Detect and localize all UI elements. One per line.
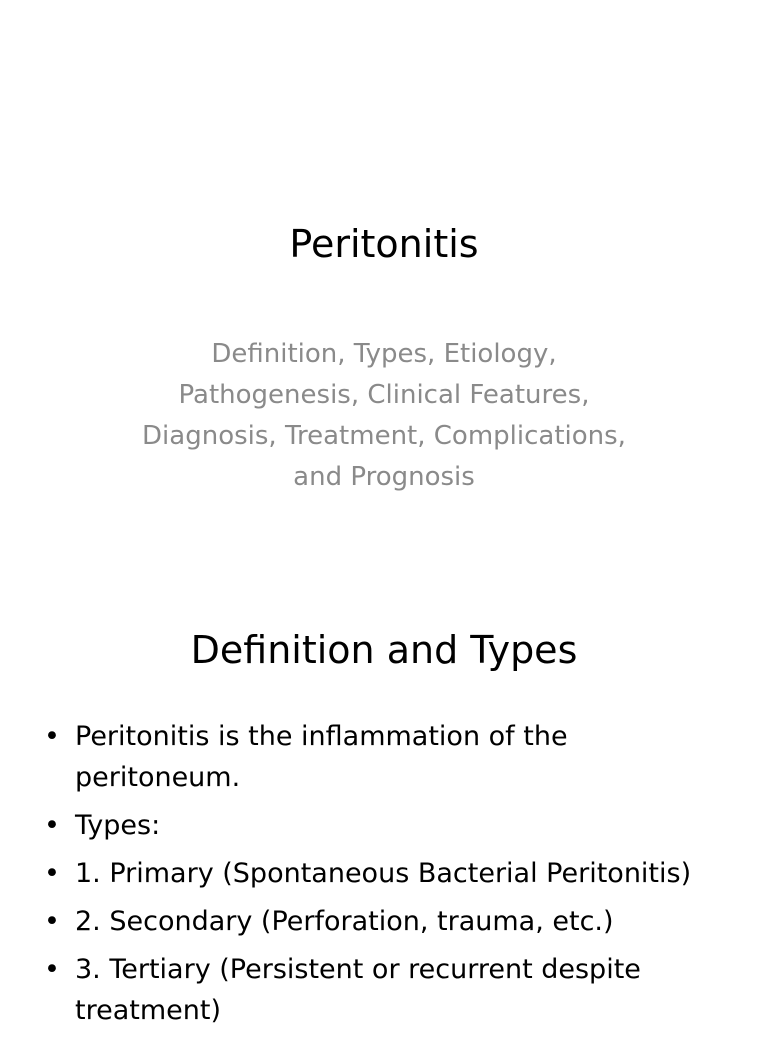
bullet-item [38, 805, 738, 846]
subtitle-line: Pathogenesis, Clinical Features, [178, 380, 590, 410]
subtitle-line: Diagnosis, Treatment, Complications, [142, 421, 626, 451]
slide-title: Definition and Types [190, 628, 578, 672]
subtitle-line: Definition, Types, Etiology, [211, 339, 557, 369]
bullet-dot-icon: • [44, 810, 60, 841]
bullet-item [38, 949, 738, 1031]
slide-title: Peritonitis [289, 222, 479, 266]
content-slide [0, 576, 768, 1024]
bullet-text: 3. Tertiary (Persistent or recurrent despite treatment) [75, 954, 641, 1026]
bullet-text: 2. Secondary (Perforation, trauma, etc.) [75, 906, 614, 937]
bullet-item [38, 853, 738, 894]
bullet-dot-icon: • [44, 721, 60, 752]
bullet-list [38, 716, 738, 1038]
subtitle-line: and Prognosis [293, 462, 475, 492]
bullet-text: Peritonitis is the inflammation of the peritoneum. [75, 721, 568, 793]
bullet-dot-icon: • [44, 954, 60, 985]
slide-subtitle [84, 334, 684, 498]
bullet-dot-icon: • [44, 906, 60, 937]
bullet-text: 1. Primary (Spontaneous Bacterial Peritonitis) [75, 858, 692, 889]
bullet-item [38, 901, 738, 942]
bullet-item [38, 716, 738, 798]
bullet-dot-icon: • [44, 858, 60, 889]
bullet-text: Types: [75, 810, 161, 841]
